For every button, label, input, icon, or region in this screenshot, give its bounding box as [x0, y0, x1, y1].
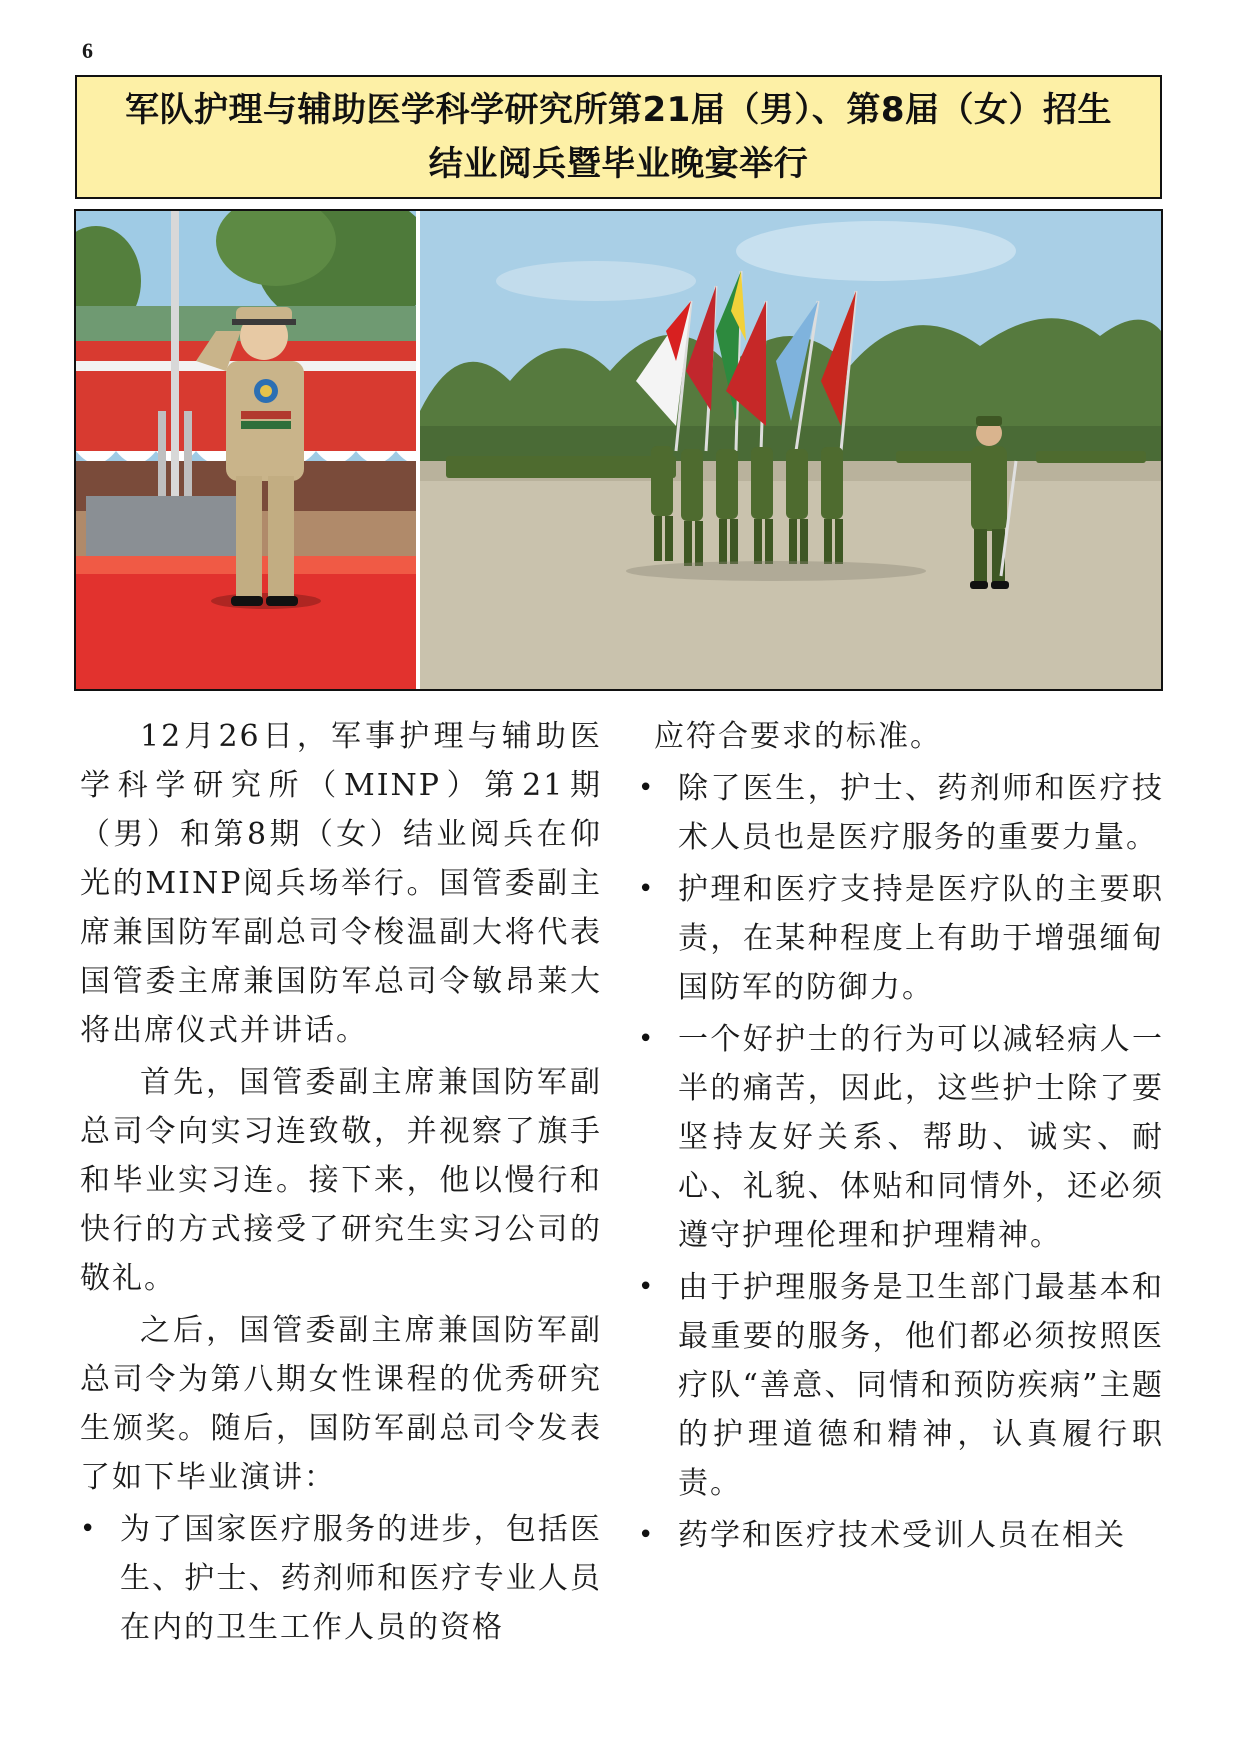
list-item — [80, 1505, 602, 1652]
bullet-icon: • — [638, 1272, 656, 1302]
bullet-icon: • — [638, 773, 656, 803]
list-item-text: 除了医生，护士、药剂师和医疗技术人员也是医疗服务的重要力量。 — [678, 771, 1164, 855]
article-left-column — [80, 712, 602, 1655]
list-item-text: 为了国家医疗服务的进步，包括医生、护士、药剂师和医疗专业人员在内的卫生工作人员的资格 — [120, 1512, 602, 1645]
speech-bullet-list-left — [80, 1505, 602, 1652]
list-item-text: 护理和医疗支持是医疗队的主要职责，在某种程度上有助于增强缅甸国防军的防御力。 — [678, 872, 1164, 1005]
list-item — [638, 1511, 1164, 1560]
page-number: 6 — [82, 38, 93, 63]
list-item — [638, 865, 1164, 1012]
bullet-icon: • — [638, 1024, 656, 1054]
article-right-column — [638, 712, 1164, 1563]
paragraph-intro: 12月26日，军事护理与辅助医学科学研究所（MINP）第21期（男）和第8期（女）结业阅兵在仰光的MINP阅兵场举行。国管委副主席兼国防军副总司令梭温副大将代表国管委主席兼国防军总司令敏昂莱大将出席仪式并讲话。 — [80, 719, 602, 1048]
speech-bullet-list-right — [638, 764, 1164, 1560]
list-item-text: 一个好护士的行为可以减轻病人一半的痛苦，因此，这些护士除了要坚持友好关系、帮助、诚实、耐心、礼貌、体贴和同情外，还必须遵守护理伦理和护理精神。 — [678, 1022, 1164, 1253]
list-item — [638, 764, 1164, 862]
parade-flags-photo — [420, 211, 1161, 689]
photo-collage — [74, 209, 1163, 691]
bullet-icon: • — [638, 874, 656, 904]
title-banner — [75, 75, 1162, 199]
title-line-1: 军队护理与辅助医学科学研究所第21届（男）、第8届（女）招生 — [125, 90, 1112, 130]
list-item — [638, 1015, 1164, 1260]
paragraph-awards: 之后，国管委副主席兼国防军副总司令为第八期女性课程的优秀研究生颁奖。随后，国防军副总司令发表了如下毕业演讲： — [80, 1313, 602, 1495]
saluting-officer-photo — [76, 211, 436, 689]
list-item-text: 药学和医疗技术受训人员在相关 — [678, 1518, 1126, 1553]
bullet-icon: • — [638, 1520, 656, 1550]
list-item-text: 由于护理服务是卫生部门最基本和最重要的服务，他们都必须按照医疗队“善意、同情和预防疾病”主题的护理道德和精神，认真履行职责。 — [678, 1270, 1164, 1501]
bullet-icon: • — [80, 1514, 98, 1544]
list-item — [638, 1263, 1164, 1508]
paragraph-salute: 首先，国管委副主席兼国防军副总司令向实习连致敬，并视察了旗手和毕业实习连。接下来，他以慢行和快行的方式接受了研究生实习公司的敬礼。 — [80, 1065, 602, 1296]
title-line-2: 结业阅兵暨毕业晚宴举行 — [428, 144, 809, 184]
paragraph-continuation: 应符合要求的标准。 — [654, 719, 942, 754]
